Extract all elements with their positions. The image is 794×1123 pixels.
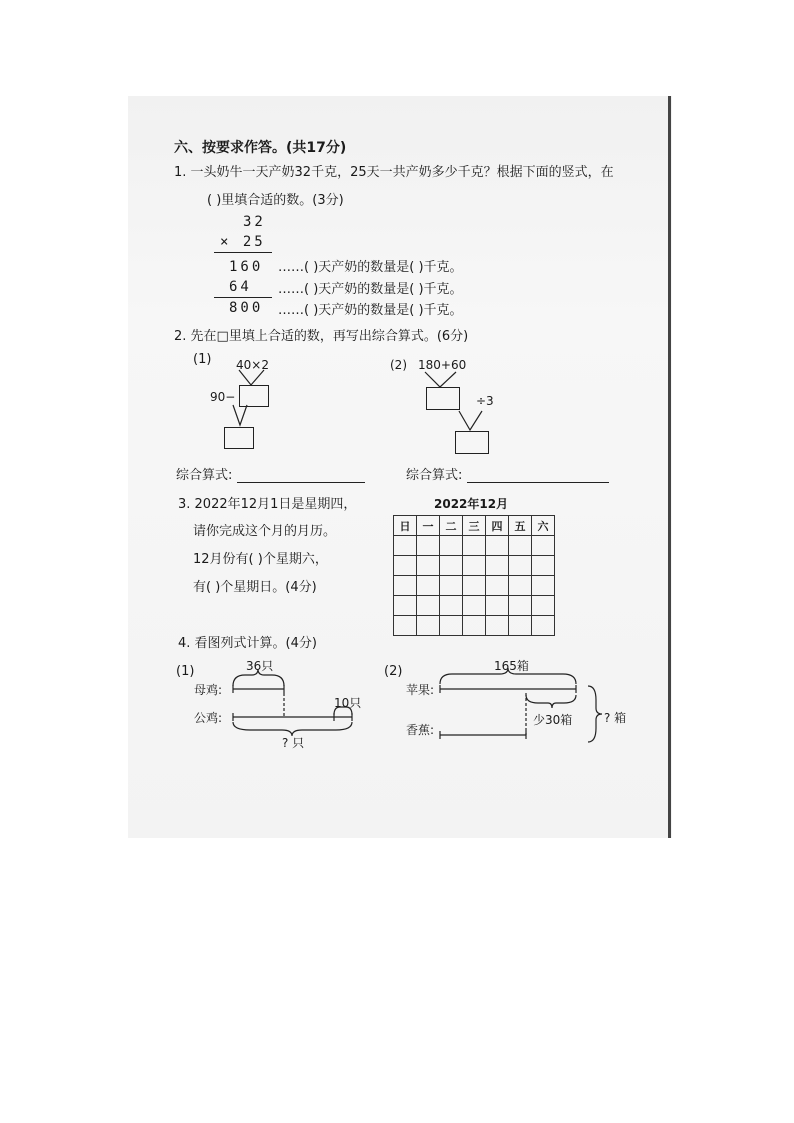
calc-partial2: 64 <box>229 279 252 295</box>
q2-part1-label: (1) <box>193 352 212 367</box>
q2-part1-arrow-bottom <box>233 405 247 425</box>
q2-part2-arrow-bottom <box>459 411 482 430</box>
calc-result: 800 <box>229 300 264 316</box>
total-chickens-label: ? 只 <box>282 736 305 750</box>
q2-part2-top-expr: 180+60 <box>418 358 467 372</box>
weekday-wed: 三 <box>463 516 486 536</box>
weekday-fri: 五 <box>509 516 532 536</box>
rooster-row-label: 公鸡: <box>194 711 223 725</box>
q2-part1-left-op: 90− <box>210 390 236 404</box>
q1-text-line1: 1. 一头奶牛一天产奶32千克，25天一共产奶多少千克？根据下面的竖式，在 <box>174 165 614 180</box>
calc-multiplicand: 32 <box>243 214 266 230</box>
q2-part1-top-expr: 40×2 <box>236 358 269 372</box>
total-boxes-brace <box>588 686 602 742</box>
q3-text-line2: 请你完成这个月的月历。 <box>193 524 337 539</box>
section-title: 六、按要求作答。(共17分) <box>174 140 347 156</box>
banana-row-label: 香蕉: <box>406 723 435 737</box>
q2-answer-label-1: 综合算式: <box>176 468 233 483</box>
q2-part2-arrow-top <box>425 372 456 387</box>
q2-part2-right-op: ÷3 <box>476 394 494 408</box>
total-boxes-label: ? 箱 <box>604 711 627 725</box>
calc-multiplier: × 25 <box>220 234 266 250</box>
extra-brace <box>334 707 352 715</box>
hen-count-label: 36只 <box>246 659 274 673</box>
q1-answer-row-3: ……( )天产奶的数量是( )千克。 <box>278 303 463 318</box>
q3-text-line4: 有( )个星期日。(4分) <box>193 580 317 595</box>
less-brace <box>526 695 576 708</box>
q4-part2-label: (2) <box>384 664 403 679</box>
q1-answer-row-2: ……( )天产奶的数量是( )千克。 <box>278 282 463 297</box>
extra-count-label: 10只 <box>334 696 362 710</box>
q2-part2-label: (2) <box>390 358 407 372</box>
weekday-mon: 一 <box>417 516 440 536</box>
hen-row-label: 母鸡: <box>194 683 223 697</box>
q4-part1-label: (1) <box>176 664 195 679</box>
weekday-tue: 二 <box>440 516 463 536</box>
weekday-sun: 日 <box>394 516 417 536</box>
q2-title: 2. 先在□里填上合适的数，再写出综合算式。(6分) <box>174 329 469 344</box>
q3-text-line3: 12月份有( )个星期六， <box>193 552 328 567</box>
apple-count-label: 165箱 <box>494 659 529 673</box>
weekday-sat: 六 <box>532 516 555 536</box>
q4-title: 4. 看图列式计算。(4分) <box>178 636 317 651</box>
apple-brace <box>440 668 576 684</box>
weekday-thu: 四 <box>486 516 509 536</box>
q1-text-line2: ( )里填合适的数。(3分) <box>207 193 344 208</box>
q1-answer-row-1: ……( )天产奶的数量是( )千克。 <box>278 260 463 275</box>
hen-brace <box>233 669 284 686</box>
q3-text-line1: 3. 2022年12月1日是星期四， <box>178 497 357 512</box>
total-chickens-brace <box>233 722 352 736</box>
apple-row-label: 苹果: <box>406 683 435 697</box>
calc-partial1: 160 <box>229 259 264 275</box>
q2-answer-label-2: 综合算式: <box>406 468 463 483</box>
calendar-title: 2022年12月 <box>434 497 509 511</box>
less-label: 少30箱 <box>533 713 573 727</box>
q2-part1-arrow-top <box>239 370 264 385</box>
